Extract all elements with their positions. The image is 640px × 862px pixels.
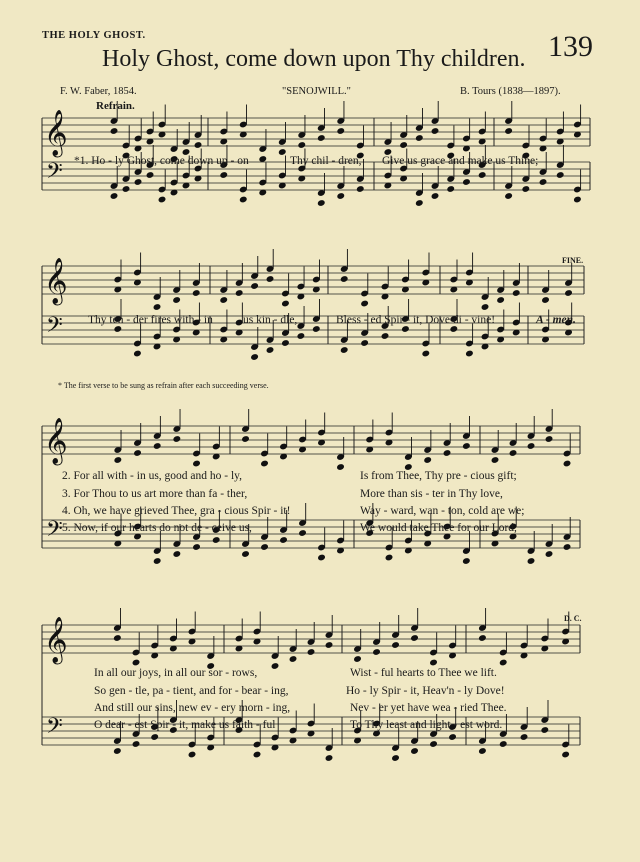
- treble-note: [192, 289, 201, 297]
- treble-note: [132, 659, 141, 667]
- bass-clef-icon: 𝄢: [46, 159, 63, 189]
- bass-clef-icon: 𝄢: [46, 714, 63, 744]
- treble-note: [266, 275, 275, 283]
- bass-note: [110, 192, 119, 200]
- bass-note: [527, 557, 536, 565]
- bass-note: [563, 543, 572, 551]
- treble-note: [110, 127, 119, 135]
- hymn-number: 139: [548, 30, 593, 63]
- verse-line: And still our sins, new ev - ery morn - ing,: [94, 702, 291, 714]
- lyric-line: Thy ten - der fires with - in: [88, 314, 213, 326]
- treble-note: [496, 296, 505, 304]
- verse-line: Nev - er yet have wea - ried Thee.: [350, 702, 507, 714]
- treble-note: [336, 463, 345, 471]
- bass-note: [297, 332, 306, 340]
- bass-note: [448, 733, 457, 741]
- lyric-line: Bless - ed Spir - it, Dove di - vine!: [336, 314, 496, 326]
- section-label: THE HOLY GHOST.: [42, 30, 146, 41]
- treble-note: [481, 303, 490, 311]
- bass-note: [113, 747, 122, 755]
- treble-note: [491, 456, 500, 464]
- treble-note: [563, 460, 572, 468]
- bass-note: [540, 726, 549, 734]
- bass-note: [279, 536, 288, 544]
- treble-note: [360, 300, 369, 308]
- verse-line: O dear - est Spir - it, make us faith - ful: [94, 719, 276, 731]
- bass-note: [401, 325, 410, 333]
- treble-note: [336, 127, 345, 135]
- refrain-mark: Refrain.: [96, 100, 135, 112]
- bass-note: [253, 751, 262, 759]
- treble-note: [499, 659, 508, 667]
- verse-line: Way - ward, wan - ton, cold are we;: [360, 505, 525, 517]
- bass-note: [113, 325, 122, 333]
- bass-clef-icon: 𝄢: [46, 313, 63, 343]
- bass-note: [381, 332, 390, 340]
- treble-note: [153, 442, 162, 450]
- bass-note: [317, 199, 326, 207]
- bass-note: [465, 350, 474, 358]
- bass-note: [132, 740, 141, 748]
- bass-note: [336, 192, 345, 200]
- treble-note: [271, 662, 280, 670]
- treble-note: [410, 634, 419, 642]
- treble-note: [353, 655, 362, 663]
- treble-note: [564, 289, 573, 297]
- bass-note: [122, 185, 131, 193]
- treble-note: [391, 641, 400, 649]
- bass-note: [429, 740, 438, 748]
- bass-note: [520, 733, 529, 741]
- bass-note: [325, 754, 334, 762]
- verse-line: 2. For all with - in us, good and ho - ly,: [62, 470, 243, 482]
- bass-note: [462, 178, 471, 186]
- treble-clef-icon: 𝄞: [44, 418, 68, 464]
- verse-line: 4. Oh, we have grieved Thee, gra - cious Spir - it!: [62, 505, 291, 517]
- lyric-line: Give us grace and make us Thine;: [382, 155, 539, 167]
- treble-note: [297, 141, 306, 149]
- treble-note: [431, 127, 440, 135]
- bass-note: [172, 550, 181, 558]
- bass-note: [556, 171, 565, 179]
- bass-note: [499, 740, 508, 748]
- bass-note: [219, 171, 228, 179]
- bass-note: [192, 543, 201, 551]
- treble-note: [443, 449, 452, 457]
- tune-name: "SENOJWILL.": [282, 86, 351, 97]
- bass-note: [391, 754, 400, 762]
- bass-note: [133, 350, 142, 358]
- verse-line: So gen - tle, pa - tient, and for - bear - ing,: [94, 685, 289, 697]
- bass-note: [462, 557, 471, 565]
- bass-note: [250, 353, 259, 361]
- treble-note: [317, 134, 326, 142]
- treble-note: [281, 300, 290, 308]
- bass-note: [478, 171, 487, 179]
- bass-note: [449, 325, 458, 333]
- bass-note: [146, 171, 155, 179]
- bass-note: [421, 350, 430, 358]
- bass-note: [446, 185, 455, 193]
- bass-note: [478, 747, 487, 755]
- treble-note: [509, 449, 518, 457]
- treble-note: [172, 435, 181, 443]
- bass-note: [134, 178, 143, 186]
- verse-line: To Thy least and light - est word.: [350, 719, 503, 731]
- treble-note: [250, 282, 259, 290]
- treble-note: [541, 296, 550, 304]
- treble-note: [235, 289, 244, 297]
- bass-note: [385, 554, 394, 562]
- bass-note: [266, 346, 275, 354]
- bass-note: [239, 196, 248, 204]
- treble-note: [241, 435, 250, 443]
- composer-credit: B. Tours (1838—1897).: [460, 86, 561, 97]
- verse-line: 3. For Thou to us art more than fa - ther,: [62, 488, 248, 500]
- treble-clef-icon: 𝄞: [44, 110, 68, 156]
- bass-note: [153, 557, 162, 565]
- bass-note: [521, 185, 530, 193]
- lyric-line: *1. Ho - ly Ghost, come down up - on: [74, 155, 249, 167]
- bass-note: [360, 339, 369, 347]
- bass-note: [212, 536, 221, 544]
- lyric-line: Thy chil - dren,: [290, 155, 362, 167]
- treble-note: [113, 456, 122, 464]
- bass-note: [539, 178, 548, 186]
- bass-note: [561, 751, 570, 759]
- author-credit: F. W. Faber, 1854.: [60, 86, 137, 97]
- treble-note: [372, 648, 381, 656]
- treble-note: [133, 449, 142, 457]
- treble-note: [527, 442, 536, 450]
- bass-note: [241, 550, 250, 558]
- treble-clef-icon: 𝄞: [44, 617, 68, 663]
- bass-note: [356, 185, 365, 193]
- bass-note: [188, 751, 197, 759]
- hymn-title: Holy Ghost, come down upon Thy children.: [102, 46, 526, 72]
- verse-line: We would take Thee for our Lord,: [360, 522, 517, 534]
- bass-note: [431, 192, 440, 200]
- treble-note: [423, 456, 432, 464]
- verse-line: 5. Now, if our hearts do not de - ceive us,: [62, 522, 252, 534]
- treble-note: [504, 127, 513, 135]
- verse-line: Ho - ly Spir - it, Heav'n - ly Dove!: [346, 685, 505, 697]
- bass-note: [415, 199, 424, 207]
- fine-mark: FINE.: [562, 256, 584, 265]
- bass-note: [410, 747, 419, 755]
- verse-line: Wist - ful hearts to Thee we lift.: [350, 667, 497, 679]
- treble-note: [172, 296, 181, 304]
- bass-note: [573, 196, 582, 204]
- treble-clef-icon: 𝄞: [44, 258, 68, 304]
- treble-note: [192, 460, 201, 468]
- bass-note: [150, 733, 159, 741]
- lyric-line: A - men.: [536, 314, 576, 326]
- treble-note: [325, 641, 334, 649]
- treble-note: [153, 303, 162, 311]
- treble-note: [478, 634, 487, 642]
- verse-line: In all our joys, in all our sor - rows,: [94, 667, 258, 679]
- verse-line: More than sis - ter in Thy love,: [360, 488, 503, 500]
- bass-note: [317, 554, 326, 562]
- treble-note: [512, 289, 521, 297]
- treble-note: [278, 148, 287, 156]
- bass-note: [260, 543, 269, 551]
- verse-line: Is from Thee, Thy pre - cious gift;: [360, 470, 517, 482]
- treble-note: [219, 296, 228, 304]
- treble-note: [113, 634, 122, 642]
- lyric-line: us kin - dle,: [243, 314, 298, 326]
- treble-note: [307, 648, 316, 656]
- treble-note: [194, 141, 203, 149]
- treble-note: [340, 275, 349, 283]
- treble-note: [399, 141, 408, 149]
- treble-note: [462, 442, 471, 450]
- treble-note: [415, 134, 424, 142]
- footnote: * The first verse to be sung as refrain after each succeeding verse.: [58, 381, 269, 390]
- bass-note: [298, 529, 307, 537]
- bass-note: [504, 192, 513, 200]
- bass-note: [340, 346, 349, 354]
- bass-clef-icon: 𝄢: [46, 517, 63, 547]
- bass-note: [545, 550, 554, 558]
- treble-note: [260, 460, 269, 468]
- treble-note: [429, 659, 438, 667]
- bass-note: [281, 339, 290, 347]
- bass-note: [312, 325, 321, 333]
- dc-mark: D. C.: [564, 614, 582, 623]
- treble-note: [289, 655, 298, 663]
- bass-note: [158, 196, 167, 204]
- treble-note: [545, 435, 554, 443]
